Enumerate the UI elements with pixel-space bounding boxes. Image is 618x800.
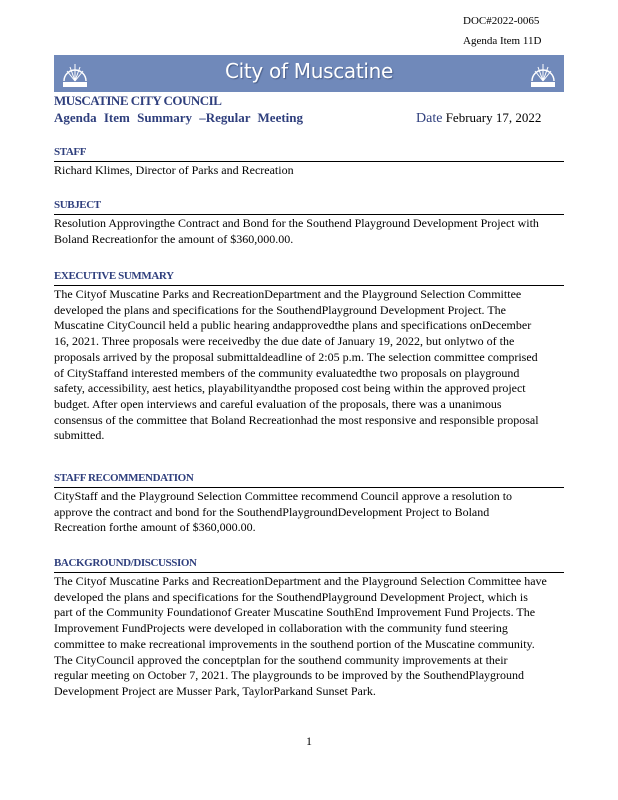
- section-heading: STAFF: [54, 146, 564, 162]
- text-line: The CityCouncil approved the conceptplan for the southend community improvements at their: [54, 652, 508, 667]
- section-body: [54, 287, 564, 444]
- text-line: The Cityof Muscatine Parks and RecreationDepartment and the Playground Selection Committee: [54, 287, 522, 301]
- date-label: Date: [416, 111, 443, 126]
- text-line: Recreation forthe amount of $360,000.00.: [54, 520, 256, 535]
- section-staff: [54, 146, 564, 179]
- text-line: developed the plans and specifications for the SouthendPlayground Development Project. The: [54, 302, 506, 317]
- section-body: [54, 163, 564, 179]
- text-line: regular meeting on October 7, 2021. The playgrounds to be improved by the SouthendPlayground: [54, 668, 525, 683]
- text-line: CityStaff and the Playground Selection Committee recommend Council approve a resolution to: [54, 489, 513, 503]
- section-body: [54, 216, 564, 247]
- city-banner: [54, 55, 564, 92]
- section-heading: BACKGROUND/DISCUSSION: [54, 557, 564, 573]
- text-line: Resolution Approvingthe Contract and Bond for the Southend Playground Development Project with: [54, 216, 539, 230]
- summary-title: Agenda Item Summary –Regular Meeting: [54, 110, 304, 125]
- text-line: submitted.: [54, 428, 105, 443]
- text-line: approve the contract and bond for the SouthendPlaygroundDevelopment Project to Boland: [54, 504, 490, 519]
- text-line: Richard Klimes, Director of Parks and Recreation: [54, 163, 294, 177]
- council-name: MUSCATINE CITY COUNCIL: [54, 93, 222, 108]
- city-logo-right-icon: [528, 59, 558, 89]
- text-line: Development Project are Musser Park, TaylorParkand Sunset Park.: [54, 683, 376, 698]
- text-line: of CityStaffand interested members of the community evaluatedthe two proposals on playground: [54, 365, 520, 380]
- banner-title: City of Muscatine: [224, 59, 394, 83]
- section-heading: STAFF RECOMMENDATION: [54, 472, 564, 488]
- text-line: part of the Community Foundationof Greater Muscatine SouthEnd Improvement Fund Projects. The: [54, 605, 536, 620]
- meeting-date: [416, 110, 541, 127]
- text-line: The Cityof Muscatine Parks and RecreationDepartment and the Playground Selection Committee have: [54, 574, 547, 588]
- text-line: 16, 2021. Three proposals were receivedby the due date of January 19, 2022, but onlytwo of the: [54, 334, 515, 349]
- text-line: consensus of the committee that Boland Recreationhad the most responsive and responsible proposal: [54, 412, 539, 427]
- text-line: committee to make recreational improvements in the southend portion of the Muscatine community.: [54, 636, 535, 651]
- text-line: Improvement FundProjects were developed in collaboration with the community fund steering: [54, 621, 508, 636]
- section-staff-recommendation: [54, 472, 564, 536]
- doc-number: DOC#2022-0065: [463, 15, 540, 27]
- text-line: safety, accessibility, aest hetics, playabilityandthe proposed cost being within the approved project: [54, 381, 526, 396]
- section-executive-summary: [54, 270, 564, 444]
- agenda-item-number: Agenda Item 11D: [463, 35, 542, 47]
- date-value: February 17, 2022: [445, 110, 542, 125]
- section-subject: [54, 199, 564, 247]
- section-heading: SUBJECT: [54, 199, 564, 215]
- section-background: [54, 557, 564, 700]
- section-heading: EXECUTIVE SUMMARY: [54, 270, 564, 286]
- section-body: [54, 489, 564, 536]
- text-line: proposals arrived by the proposal submittaldeadline of 2:05 p.m. The selection committee comprised: [54, 349, 538, 364]
- page-number: 1: [306, 734, 312, 748]
- text-line: developed the plans and specifications for the SouthendPlayground Development Project, which is: [54, 589, 528, 604]
- section-body: [54, 574, 564, 700]
- text-line: Boland Recreationfor the amount of $360,000.00.: [54, 231, 294, 246]
- text-line: budget. After open interviews and careful evaluation of the proposals, there was a unanimous: [54, 396, 502, 411]
- text-line: Muscatine CityCouncil held a public hearing andapprovedthe plans and specifications onDecember: [54, 318, 532, 333]
